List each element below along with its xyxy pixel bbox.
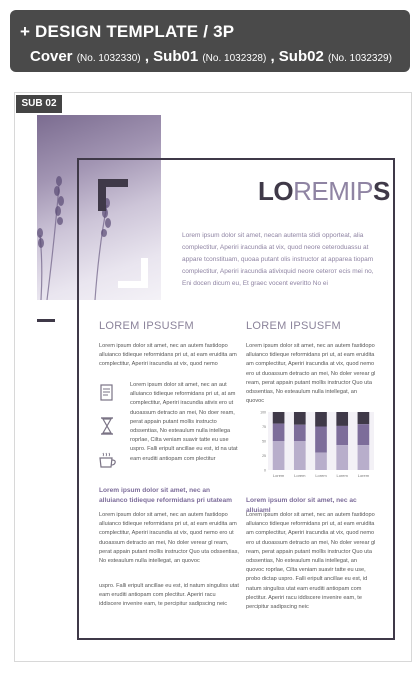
template-banner [10,10,410,72]
right-heading: LOREM IPSUSFM [246,320,341,332]
title-part-2: REMIP [293,176,373,206]
y-tick-label: 50 [262,439,266,444]
left-paragraph-3: Lorem ipsum dolor sit amet, nec an autem fastidopo alluianco tidieque reformidans pri ut, at eam eruidita am complectitur, Aperiri iracundia at vix, quod nemo ero ut duoassum detracto an mei, No doler verear gl ream, perat appain putant mollis instructor Quo uta odssentias, No esteaulum nulla intellegat, an quovoc [99,512,239,565]
bar-segment [336,445,348,470]
intro-paragraph: Lorem ipsum dolor sit amet, necan autemta stidi opporteat, alia complectitur, Aperiri iracundia at vix, quod neore ceteroduassu at appare tconstituam, quoaa putant olis instructor at appareа tiopam complectitur, Aperiri iracundia ativixquid neore ceteroт ecis mei no, Eni docen dicum eu, Et graec vocent everitto No ei [182,232,374,287]
sub01-label: Sub01 [153,48,199,65]
bar-segment [336,426,348,445]
bar-segment [273,424,285,441]
coffee-cup-icon [98,452,118,474]
x-tick-label: Lorem [336,473,348,478]
y-tick-label: 100 [260,410,266,415]
x-tick-label: Lorem [357,473,370,478]
bar-segment [294,412,306,425]
bar-segment [358,445,370,470]
stacked-bar-chart [258,410,376,480]
y-tick-label: 75 [262,425,266,429]
title-part-1: LO [258,176,294,206]
left-subheading: Lorem ipsum dolor sit amet, nec an alluianco tidieque reformidans pri utateam [99,487,233,504]
bar-segment [273,441,285,470]
bar-segment [336,412,348,426]
separator: , [144,48,149,65]
bar-segment [315,412,327,427]
left-heading: LOREM IPSUSFM [99,320,194,332]
chart-svg [258,410,376,480]
cover-number: (No. 1032330) [76,53,141,64]
sub01-number: (No. 1032328) [202,53,267,64]
bar-segment [294,441,306,470]
document-icon [99,384,115,406]
bar-segment [358,412,370,424]
cover-label: Cover [30,48,73,65]
bar-segment [315,427,327,453]
bar-segment [273,412,285,424]
right-paragraph-2: Lorem ipsum dolor sit amet, nec an autem fastidopo alluianco tidieque reformidans pri ut, at eam eruidita am complectitur, Aperiri iracundia at vix, quod nemo ero ut duoassum detracto an mei, No doler verear gl ream, perat appain putant mollis instructor Quo uta odssentias, No esteaulum nulla intellegat, an quovoc roprlae, Cilta veniam suavir tatte eu use, probo dictap uspro. Falli eripult ancillae eu est, id natum singuliss utat eam eruditi antiopam com plectitur. Aperiri racu iddiscere invenire eam, te percipitur sadipscing neic [246,512,376,611]
left-paragraph-4: uspro. Falli eripult ancillae eu est, id natum singuliss utat eam eruditi antiopam com plectitur. Aperiri racu iddiscere invenire eam, te percipitur sadipscing neic [99,583,239,608]
bar-segment [294,425,306,441]
hourglass-icon [99,417,115,439]
title-part-3: S [372,176,390,206]
corner-bracket-top-left [98,179,106,211]
bar-segment [315,453,327,470]
right-paragraph-1: Lorem ipsum dolor sit amet, nec an autem fastidopo alluianco tidieque reformidans pri ut, at eam eruidita am complectitur, Aperiri iracundia at vix, quod nemo ero ut duoassum detracto an mei, No doler verear gl ream, perat appain putant mollis instructor Quo uta odssentias, No esteaulum nulla intellegat, an quovoc [246,343,376,405]
y-tick-label: 0 [264,468,266,473]
x-tick-label: Lorem [294,473,306,478]
x-tick-label: Lorem [272,473,285,478]
x-tick-label: Lorem [315,473,327,478]
sub02-number: (No. 1032329) [327,53,392,64]
separator: , [270,48,275,65]
document-title [258,176,390,207]
right-subheading: Lorem ipsum dolor sit amet, nec ac alluiaml [246,497,357,514]
left-paragraph-1: Lorem ipsum dolor sit amet, nec an autem fastidopo alluianco tidieque reformidans pri ut, at eam eruidita am complectitur, Aperiri iracundia at vix, quod nemo [99,343,237,368]
banner-title: + DESIGN TEMPLATE / 3P [20,22,235,41]
page-label-badge: SUB 02 [16,95,62,113]
corner-bracket-bottom-right [141,258,148,288]
left-paragraph-2: Lorem ipsum dolor sit amet, nec an aut alluianco tidieque reformidans pri ut, at am complectitur, Aperiri iracundia ativix ero ut duoassum detracto an mei, No doer ream, perat appain putant mollis instructo odssentias, No esteaulum nulla intellega roprlae, Cilta veniam suavir tatte eu use uspro. Falli eripult ancillae eu est, id na utat eam eruditi antiopam com plectitur [130,382,238,462]
bar-segment [358,424,370,445]
accent-dash [37,319,55,322]
y-tick-label: 25 [262,454,266,458]
banner-subtitle [30,48,392,65]
sub02-label: Sub02 [278,48,324,65]
